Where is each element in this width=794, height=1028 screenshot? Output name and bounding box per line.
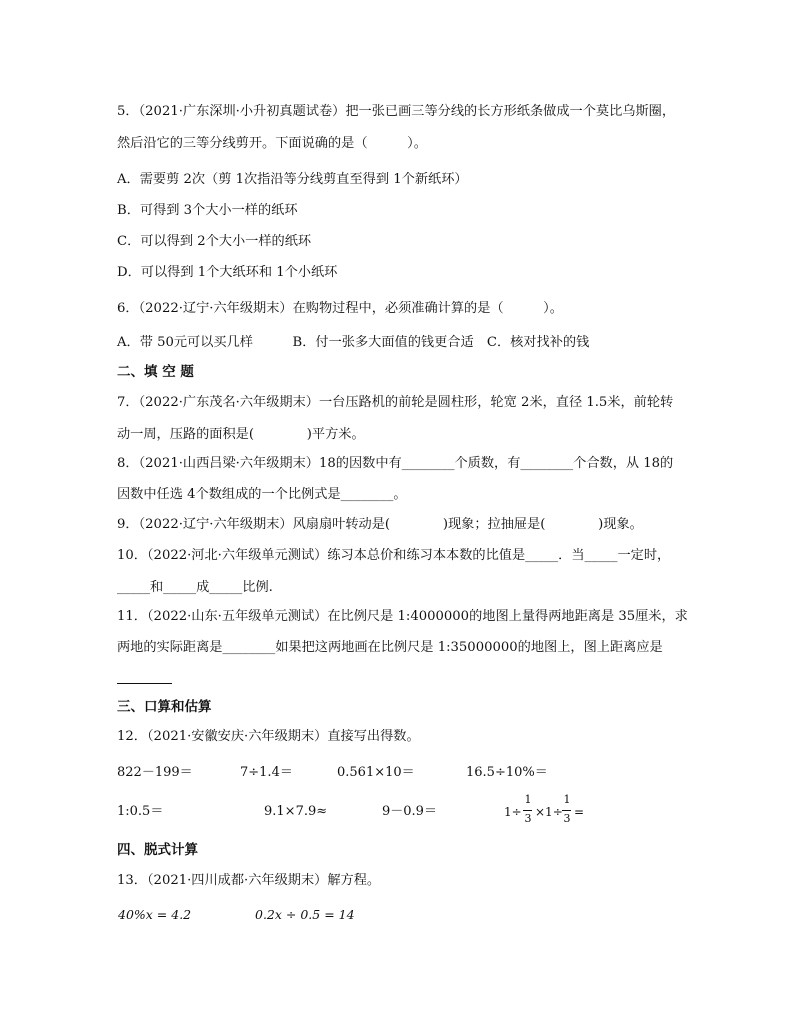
q13-equation-1: 40%x = 4.2 xyxy=(118,907,192,922)
q8-line-1: 8．（2021·山西吕梁·六年级期末）18的因数中有________个质数，有________个合数，从 18的 xyxy=(117,456,674,471)
frac-tail: = xyxy=(574,805,585,819)
frac-mid: ×1÷ xyxy=(535,805,563,819)
frac-bar-1 xyxy=(523,810,532,811)
q6-line-1: 6．（2022·辽宁·六年级期末）在购物过程中，必须准确计算的是（ ）。 xyxy=(117,301,563,316)
frac-lead: 1÷ xyxy=(504,805,522,819)
q10-line-1: 10．（2022·河北·六年级单元测试）练习本总价和练习本本数的比值是_____．当_____一定时， xyxy=(117,548,671,563)
q10-line-2: _____和_____成_____比例. xyxy=(117,580,273,595)
q12-line-1: 12．（2021·安徽安庆·六年级期末）直接写出得数。 xyxy=(117,729,420,744)
q11-answer-blank xyxy=(117,683,172,684)
q13-line-1: 13．（2021·四川成都·六年级期末）解方程。 xyxy=(117,873,381,888)
section-heading-fill-blank: 二、填 空 题 xyxy=(117,364,194,380)
frac-denominator-1: 3 xyxy=(524,812,532,825)
q6-options: A．带 50元可以买几样 B．付一张多大面值的钱更合适 C．核对找补的钱 xyxy=(117,335,590,350)
frac-denominator-2: 3 xyxy=(563,812,571,825)
q11-line-2: 两地的实际距离是________如果把这两地画在比例尺是 1:35000000的地图上，图上距离应是 xyxy=(117,640,663,655)
q5-line-1: 5．（2021·广东深圳·小升初真题试卷）把一张已画三等分线的长方形纸条做成一个莫比乌斯圈， xyxy=(117,104,676,119)
q5-option-c: C．可以得到 2个大小一样的纸环 xyxy=(117,234,312,249)
frac-bar-2 xyxy=(562,810,571,811)
q12-expr-6: 9.1×7.9≈ xyxy=(264,804,328,819)
section-heading-step-calc: 四、脱式计算 xyxy=(117,842,198,858)
q7-line-2: 动一周，压路的面积是( )平方米。 xyxy=(117,427,365,442)
q12-expr-7: 9－0.9＝ xyxy=(382,804,437,819)
q5-option-d: D．可以得到 1个大纸环和 1个小纸环 xyxy=(117,265,338,280)
q12-expr-3: 0.561×10＝ xyxy=(337,765,415,780)
section-heading-mental-math: 三、口算和估算 xyxy=(117,699,212,715)
q12-expr-1: 822－199＝ xyxy=(117,765,193,780)
q7-line-1: 7．（2022·广东茂名·六年级期末）一台压路机的前轮是圆柱形，轮宽 2米，直径 1.5米，前轮转 xyxy=(117,395,674,410)
q12-expr-5: 1:0.5＝ xyxy=(117,804,164,819)
frac-numerator-2: 1 xyxy=(563,793,571,806)
q5-option-b: B．可得到 3个大小一样的纸环 xyxy=(117,203,298,218)
q13-equation-2: 0.2x ÷ 0.5 = 14 xyxy=(255,907,355,922)
frac-numerator-1: 1 xyxy=(524,793,532,806)
q5-line-2: 然后沿它的三等分线剪开。下面说确的是（ ）。 xyxy=(117,136,427,151)
q5-option-a: A．需要剪 2次（剪 1次指沿等分线剪直至得到 1个新纸环） xyxy=(117,172,468,187)
q9-line: 9．（2022·辽宁·六年级期末）风扇扇叶转动是( )现象；拉抽屉是( )现象。 xyxy=(117,517,643,532)
q8-line-2: 因数中任选 4个数组成的一个比例式是________。 xyxy=(117,487,407,502)
q12-expr-2: 7÷1.4＝ xyxy=(240,765,293,780)
q12-expr-4: 16.5÷10%＝ xyxy=(466,765,548,780)
q11-line-1: 11．（2022·山东·五年级单元测试）在比例尺是 1:4000000的地图上量得两地距离是 35厘米，求 xyxy=(117,609,688,624)
